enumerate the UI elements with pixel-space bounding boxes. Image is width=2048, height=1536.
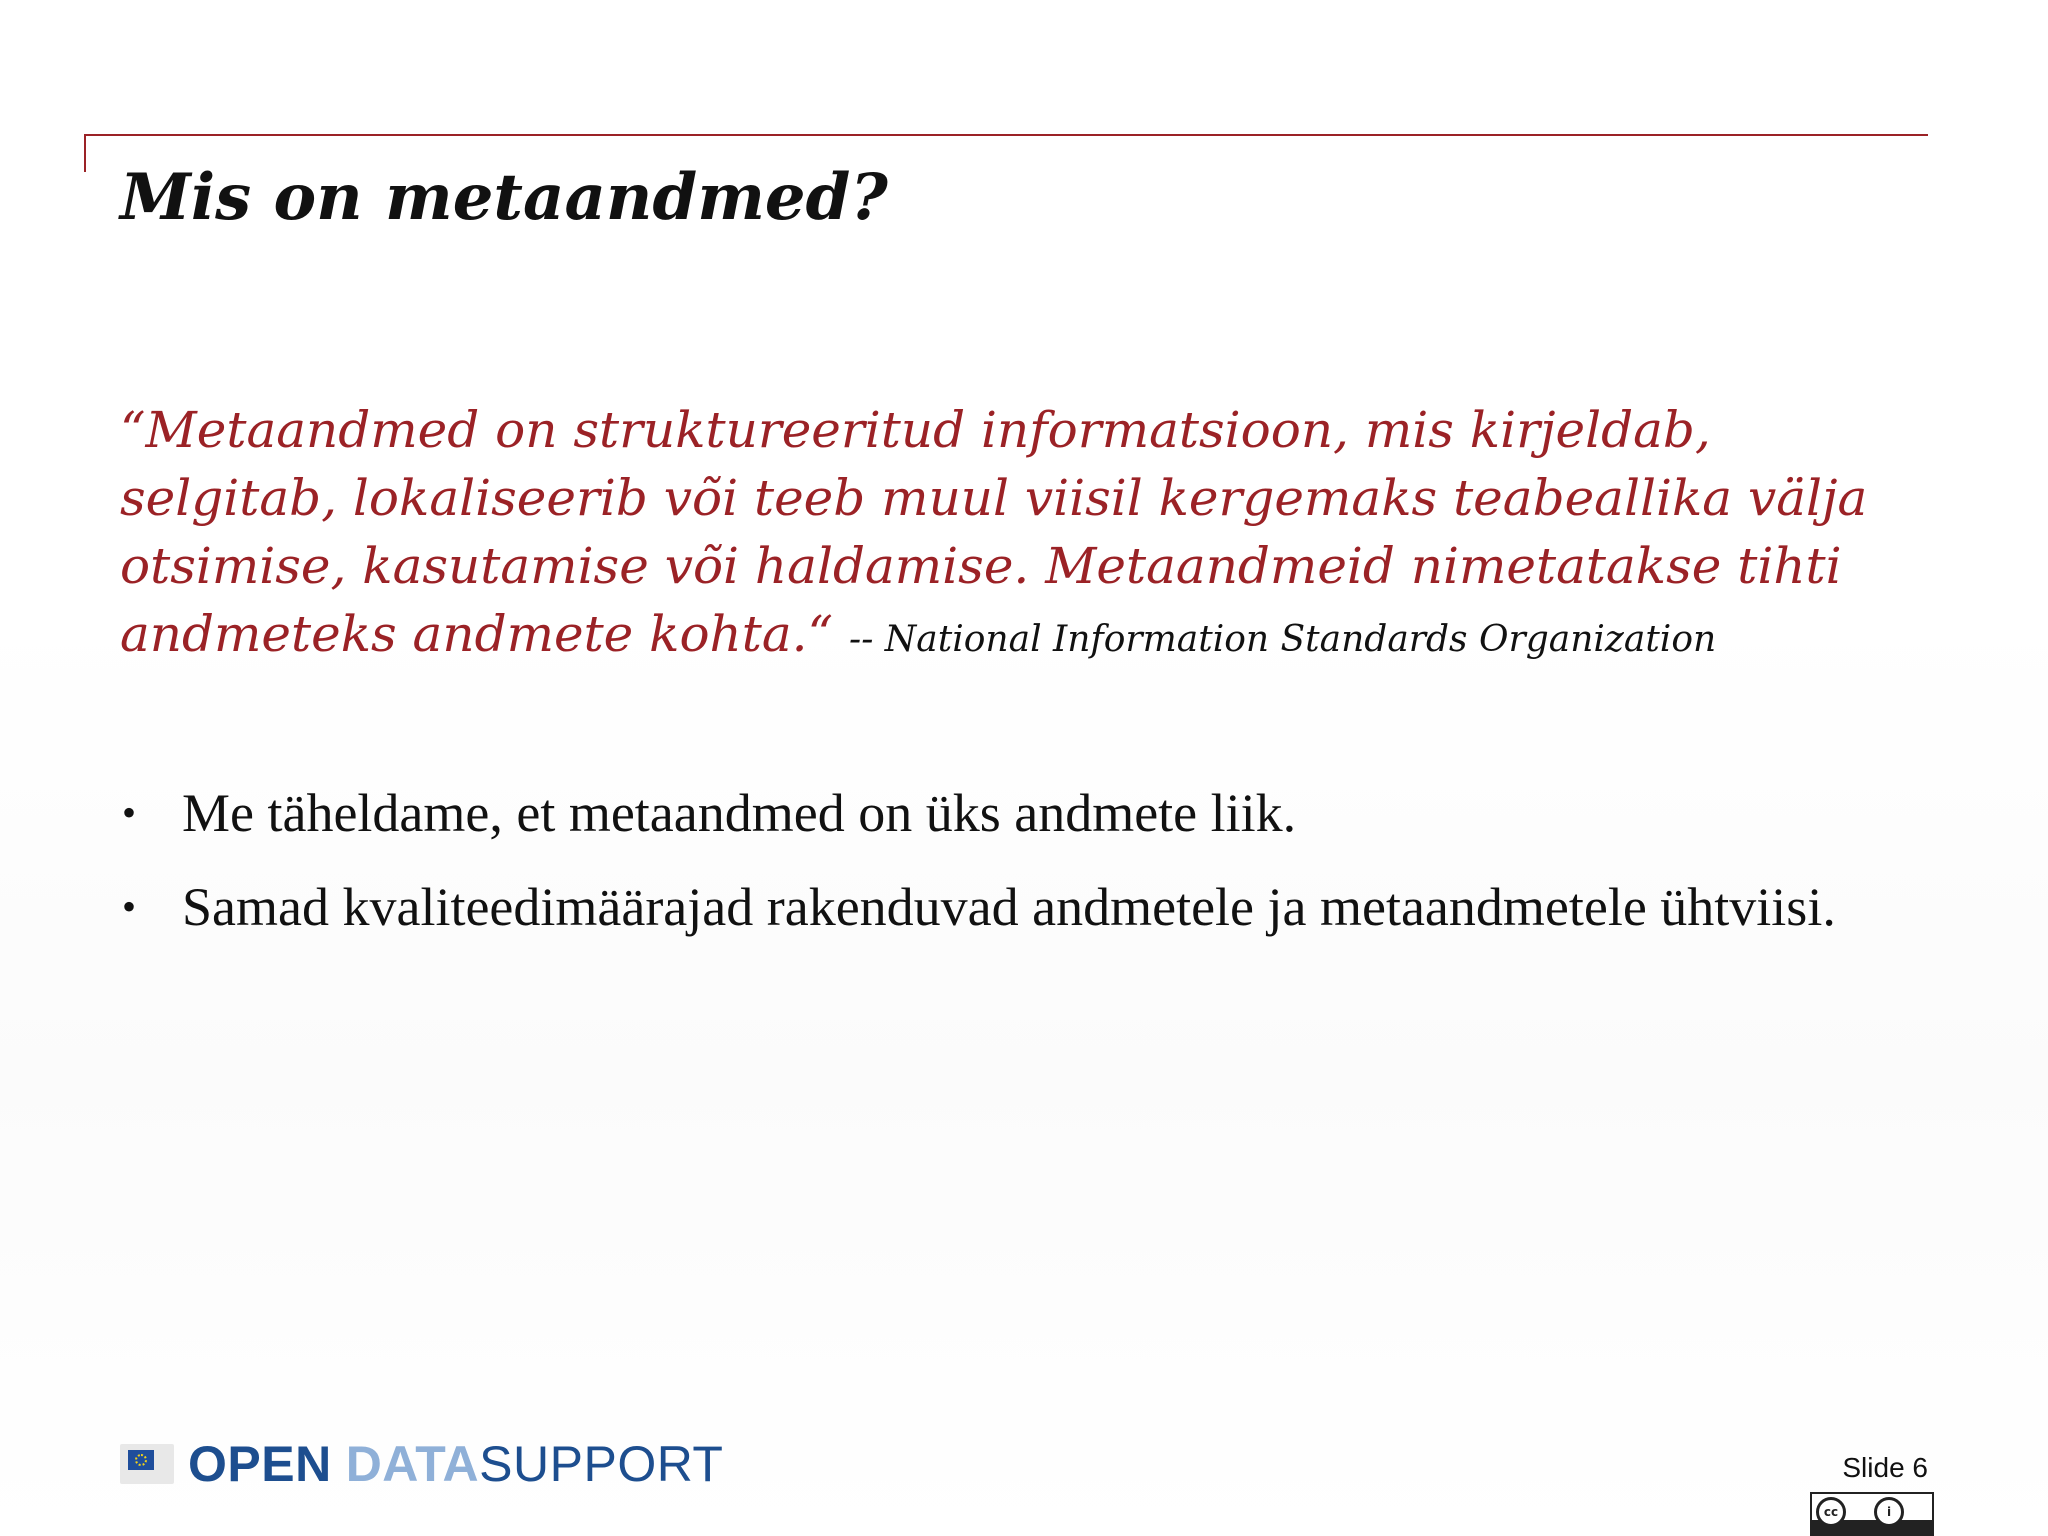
cc-icon: cc	[1816, 1497, 1846, 1527]
eu-flag-icon	[120, 1444, 174, 1484]
bullet-icon: •	[122, 790, 137, 835]
bullet-list	[118, 780, 1918, 968]
slide-title: Mis on metaandmed?	[120, 160, 888, 235]
quote-attribution: -- National Information Standards Organization	[849, 619, 1717, 660]
bullet-text: Samad kvaliteedimäärajad rakenduvad andmetele ja metaandmetele ühtviisi.	[182, 877, 1836, 937]
logo-data-text: DATA	[345, 1436, 480, 1492]
bullet-item	[118, 780, 1918, 846]
title-rule	[84, 134, 1928, 136]
bullet-item	[118, 874, 1918, 940]
title-rule-tick	[84, 134, 86, 172]
by-icon: i	[1874, 1497, 1904, 1527]
quote-block	[120, 396, 1900, 674]
cc-by-license-badge	[1810, 1492, 1934, 1536]
slide-number: Slide 6	[1842, 1452, 1928, 1483]
logo-support-text: SUPPORT	[479, 1436, 724, 1492]
logo-open-text: OPEN	[188, 1436, 332, 1492]
quote-text: “Metaandmed on struktureeritud informatsioon, mis kirjeldab, selgitab, lokaliseerib või teeb muul viisil kergemaks teabeallika välja otsimise, kasutamise või haldamise. Metaandmeid nimetatakse tihti andmeteks andmete kohta.“	[120, 401, 1868, 663]
bullet-text: Me täheldame, et metaandmed on üks andmete liik.	[182, 783, 1297, 843]
open-data-support-logo	[120, 1434, 723, 1494]
bullet-icon: •	[122, 884, 137, 929]
